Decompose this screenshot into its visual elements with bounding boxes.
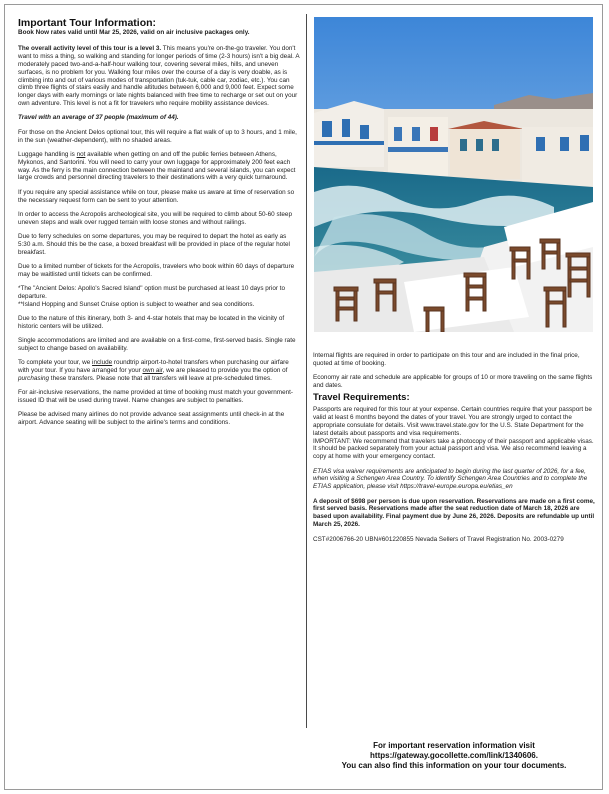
left-column (18, 17, 300, 434)
etias-note: ETIAS visa waiver requirements are anticipated to begin during the last quarter of 2026, for a fee, when visiting a Schengen Area Country. To identify Schengen Area Countries and to complete the ETIAS application, please visit https://travel-europe.europa.eu/etias_en (313, 467, 588, 491)
activity-level-text: This means you're on-the-go traveler. You don't want to miss a thing, so walking and standing for longer periods of time (2-3 hours) isn't a big deal. A moderately paced two-and-a-half-hour walking tour, covering several miles, hills, and uneven surfaces, is no problem for you. Walking four miles over the course of a day is very doable, as is climbing into and out of various modes of transportation (tuk-tuk, cable car, zodiac, etc.). You can climb three flights of stairs easily and handle altitudes between 6,000 and 9,000 feet. Expect some longer days with early mornings or late nights balanced with free time to recharge or set out on your own adventure. This level is not a fit for travelers who require mobility assistance devices. (18, 44, 300, 108)
deposit-note: A deposit of $698 per person is due upon reservation. Reservations are made on a first come, first served basis. Reservations made after the seat reduction date of March 18, 2026 are based upon availability. Final payment due by June 26, 2026. Deposits are refundable up until March 25, 2026. (313, 497, 595, 529)
mykonos-photo (314, 17, 593, 332)
transfers-text-2: roundtrip airport-to-hotel transfers when purchasing our airfare with your tour. If you have arranged for your (18, 359, 289, 375)
luggage-note (18, 151, 300, 183)
hotels-note: Due to the nature of this itinerary, both 3- and 4-star hotels that may be located in the vicinity of historic centers will be utilized. (18, 315, 285, 330)
footer-line-3: You can also find this information on your tour documents. (341, 761, 567, 770)
internal-flights-note: Internal flights are required in order to participate on this tour and are included in the final price, quoted at time of booking. (313, 352, 580, 367)
ferry-note: Due to ferry schedules on some departures, you may be required to depart the hotel as early as 5:30 a.m. Should this be the case, a boxed breakfast will be provided in place of the regular hotel breakfast. (18, 232, 290, 256)
book-now-note: Book Now rates valid until Mar 25, 2026, valid on air inclusive packages only. (18, 29, 250, 36)
single-note: Single accommodations are limited and are available on a first-come, first-served basis. Single rate subject to change based on availability. (18, 337, 296, 353)
right-column (313, 352, 595, 550)
passports-note: Passports are required for this tour at your expense. Certain countries require that your passport be valid at least 6 months beyond the dates of your travel. You are strongly urged to contact the appropriate consulate for details. Visit www.travel.state.gov for the U.S. State Department for the latest details about passports and visa requirements. (313, 405, 592, 437)
page-title: Important Tour Information: (18, 17, 157, 29)
transfers-purchasing: purchasing (18, 375, 50, 383)
name-match-note: For air-inclusive reservations, the name provided at time of booking must match your government-issued ID that will be used during travel. Name changes are subject to penalties. (18, 389, 294, 405)
acropolis-note: In order to access the Acropolis archeological site, you will be required to climb about 50-60 steep uneven steps and walk over rugged terrain with loose stones and without railings. (18, 210, 292, 226)
seating-note: Please be advised many airlines do not provide advance seat assignments until check-in at the airport. Advance seating will be subject to the airline's terms and conditions. (18, 411, 285, 427)
transfers-text-4: these transfers. Please note that all transfers will leave at pre-scheduled times. (49, 375, 272, 383)
assistance-note: If you require any special assistance while on tour, please make us aware at time of reservation so the necessary request form can be sent to your attention. (18, 188, 295, 204)
transfers-text-1: To complete your tour, we (18, 359, 93, 367)
activity-level (18, 45, 300, 108)
registration-note: CST#2006766-20 UBN#601220855 Nevada Sellers of Travel Registration No. 2003-0279 (313, 535, 564, 543)
transfers-include: include (92, 359, 113, 367)
important-note: IMPORTANT: We recommend that travelers take a photocopy of their passport and applicable visas. It should be packed separately from your actual passport and visa. We also recommend leaving a copy at home with your emergency contact. (313, 437, 594, 461)
delos-note: For those on the Ancient Delos optional tour, this will require a flat walk of up to 3 hours, and 1 mile, in the sun (weather-dependent), with no shaded areas. (18, 128, 297, 144)
group-size: Travel with an average of 37 people (maximum of 44). (18, 114, 179, 122)
luggage-text-2: available when getting on and off the public ferries between Athens, Mykonos, and Santorini. You will need to carry your own luggage for approximately 200 feet each way. As the ferry is the main connection between the mainland and several islands, you can expect large crowds and personnel directing travelers to their destinations with a very quick turnaround. (18, 150, 296, 182)
optional-delos: *The "Ancient Delos: Apollo's Sacred Island" option must be purchased at least 10 days prior to departure. (18, 285, 286, 300)
luggage-not: not (76, 150, 86, 158)
tickets-note: Due to a limited number of tickets for the Acropolis, travelers who book within 60 days of departure may be waitlisted until tickets can be confirmed. (18, 262, 295, 278)
transfers-note (18, 359, 300, 383)
optional-cruise: **Island Hopping and Sunset Cruise option is subject to weather and sea conditions. (18, 300, 255, 308)
column-divider (306, 14, 307, 728)
optional-notes (18, 285, 300, 309)
activity-level-heading: The overall activity level of this tour is a level 3. (18, 44, 162, 52)
economy-note: Economy air rate and schedule are applicable for groups of 10 or more traveling on the same flights and dates. (313, 374, 593, 390)
travel-requirements-heading: Travel Requirements: (313, 391, 410, 403)
footer-link[interactable]: https://gateway.gocollette.com/link/1340606. (370, 751, 538, 760)
transfers-own-air: own air (142, 367, 163, 375)
luggage-text-1: Luggage handling is (18, 150, 77, 158)
footer-line-1: For important reservation information visit (373, 741, 535, 750)
transfers-text-3: , we are pleased to provide you the option of (162, 367, 288, 375)
footer-reservation-info (314, 741, 594, 771)
